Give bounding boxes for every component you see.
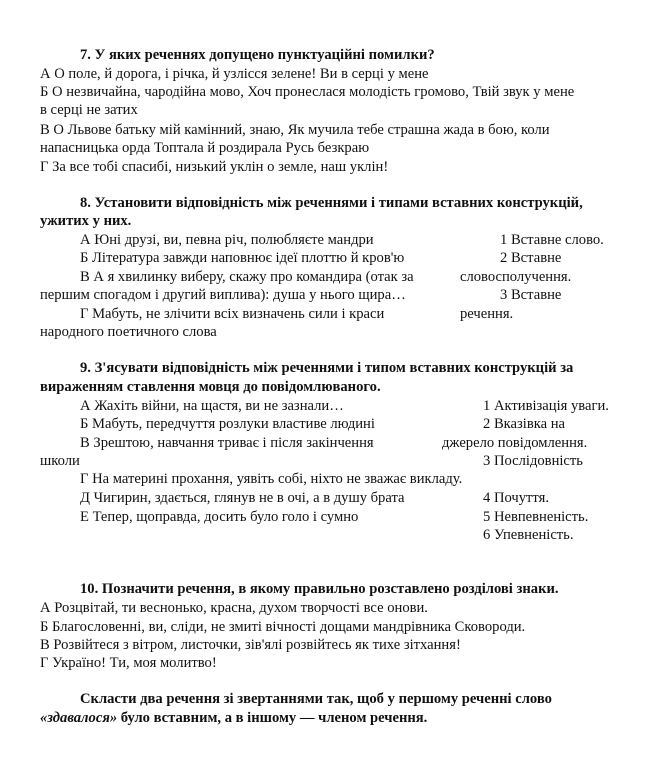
q7-line-a: А О поле, й дорога, і річка, й узлісся зелене! Ви в серці у мене — [40, 66, 429, 82]
q9-sentence-d: Д Чигирин, здається, глянув не в очі, а в душу брата — [80, 490, 405, 506]
q10-option-a: А Розцвітай, ти веснонько, красна, духом творчості все онови. — [40, 600, 428, 616]
q9-option-6: 6 Упевненість. — [483, 527, 574, 543]
q7-line-b-cont: в серці не затих — [40, 102, 138, 118]
q9-sentence-e: Е Тепер, щоправда, досить було голо і сумно — [80, 509, 359, 525]
q8-title-line2: ужитих у них. — [40, 213, 132, 229]
q8-sentence-g-cont: народного поетичного слова — [40, 324, 217, 340]
q9-title-line1: 9. З'ясувати відповідність між реченнями і типом вставних конструкцій за — [80, 360, 574, 376]
q8-option-2-cont: словосполучення. — [460, 269, 572, 285]
q8-option-3-cont: речення. — [460, 306, 514, 322]
q8-sentence-b: Б Література завжди наповнює ідеї плоттю й кров'ю — [80, 250, 405, 266]
q7-line-g: Г За все тобі спасибі, низький уклін о земле, наш уклін! — [40, 159, 389, 175]
q9-option-4: 4 Почуття. — [483, 490, 549, 506]
q9-sentence-v: В Зрештою, навчання триває і після закінчення — [80, 435, 374, 451]
q9-option-3: 3 Послідовність — [483, 453, 583, 469]
q9-option-1: 1 Активізація уваги. — [483, 398, 609, 414]
q10-option-g: Г Україно! Ти, моя молитво! — [40, 655, 217, 671]
q9-option-5: 5 Невпевненість. — [483, 509, 589, 525]
q8-sentence-g: Г Мабуть, не злічити всіх визначень сили і краси — [80, 306, 385, 322]
q7-title: 7. У яких реченнях допущено пунктуаційні помилки? — [80, 47, 435, 63]
q10-option-b: Б Благословенні, ви, сліди, не змиті вічності дощами мандрівника Сковороди. — [40, 619, 526, 635]
q7-line-b: Б О незвичайна, чародійна мово, Хоч пронеслася молодість громово, Твій звук у мене — [40, 84, 575, 100]
task-line2 — [40, 709, 427, 727]
q8-option-2: 2 Вставне — [500, 250, 562, 266]
q9-option-2-cont: джерело повідомлення. — [442, 435, 588, 451]
q9-sentence-g: Г На материні прохання, уявіть собі, ніхто не зважає викладу. — [80, 471, 463, 487]
q10-title: 10. Позначити речення, в якому правильно розставлено розділові знаки. — [80, 581, 559, 597]
q9-title-line2: вираженням ставлення мовця до повідомлюваного. — [40, 379, 381, 395]
q7-line-v: В О Львове батьку мій камінний, знаю, Як мучила тебе страшна жада в бою, коли — [40, 122, 550, 138]
task-line1: Скласти два речення зі звертаннями так, щоб у першому реченні слово — [80, 691, 552, 707]
q8-option-1: 1 Вставне слово. — [500, 232, 604, 248]
q8-sentence-v: В А я хвилинку виберу, скажу про командира (отак за — [80, 269, 414, 285]
q9-option-2: 2 Вказівка на — [483, 416, 566, 432]
q8-title-line1: 8. Установити відповідність між реченнями і типами вставних конструкцій, — [80, 195, 583, 211]
q10-option-v: В Розвійтеся з вітром, листочки, зів'ялі розвійтесь як тихе зітхання! — [40, 637, 461, 653]
q9-sentence-v-cont: школи — [40, 453, 80, 469]
q8-sentence-v-cont: першим спогадом і другий виплива): душа у нього щира… — [40, 287, 406, 303]
q9-sentence-a: А Жахіть війни, на щастя, ви не зазнали… — [80, 398, 344, 414]
q7-line-v-cont: напасницька орда Топтала й роздирала Русь безкраю — [40, 140, 370, 156]
task-keyword: «здавалося» — [40, 710, 118, 726]
q8-sentence-a: А Юні друзі, ви, певна річ, полюбляєте мандри — [80, 232, 374, 248]
q9-sentence-b: Б Мабуть, передчуття розлуки властиве людині — [80, 416, 375, 432]
q8-option-3: 3 Вставне — [500, 287, 562, 303]
task-line2-rest: було вставним, а в іншому — членом речення. — [117, 710, 428, 726]
